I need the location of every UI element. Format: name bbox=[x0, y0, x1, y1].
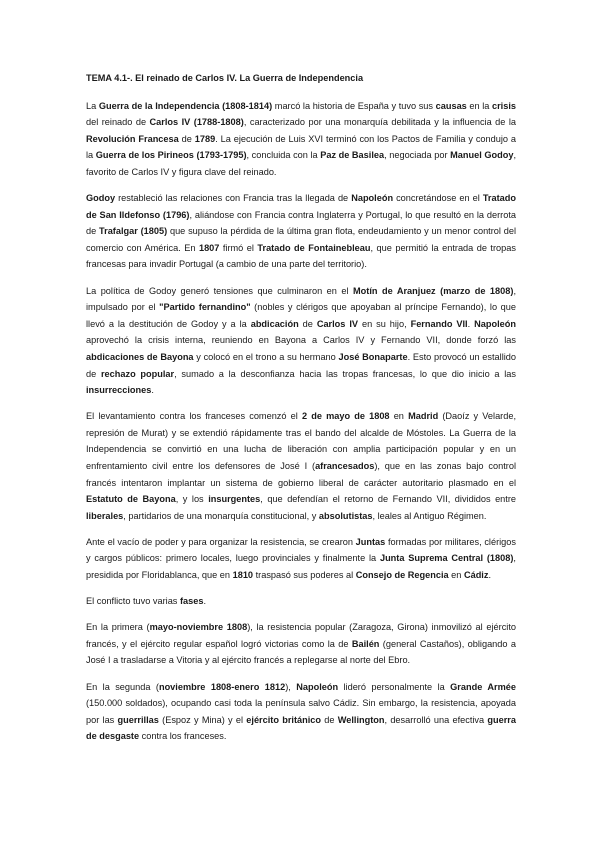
bold-text: Carlos IV bbox=[316, 318, 359, 329]
bold-text: Consejo de Regencia bbox=[355, 570, 449, 581]
bold-text: liberales bbox=[86, 510, 124, 521]
document-body bbox=[86, 70, 516, 754]
paragraph bbox=[86, 679, 516, 745]
bold-text: 1810 bbox=[232, 570, 254, 581]
text-run: traspasó sus poderes al bbox=[253, 570, 356, 581]
bold-text: "Partido fernandino" bbox=[159, 302, 251, 313]
text-run: (nobles y clérigos que apoyaban al príncipe Fernando), lo que llevó a la destitución de Godoy y a la bbox=[86, 302, 516, 329]
text-run: aprovechó la crisis interna, reuniendo en Bayona a Carlos IV y Fernando VII, donde forzó las bbox=[86, 335, 516, 346]
bold-text: Juntas bbox=[355, 536, 386, 547]
text-run: , negociada por bbox=[384, 150, 451, 161]
text-run: , impulsado por el bbox=[86, 285, 516, 313]
text-run: (Espoz y Mina) y el bbox=[158, 714, 247, 725]
bold-text: 1807 bbox=[198, 242, 220, 253]
text-run: , aliándose con Francia contra Inglaterra y Portugal, lo que resultó en la derrota de bbox=[86, 209, 516, 237]
bold-text: Fernando VII bbox=[410, 318, 468, 329]
text-run: , y los bbox=[175, 494, 209, 505]
bold-text: noviembre 1808-enero 1812 bbox=[158, 681, 286, 692]
text-run: en bbox=[389, 411, 409, 422]
text-run: en la bbox=[466, 100, 492, 111]
text-run: , concluida con la bbox=[246, 150, 321, 161]
bold-text: José Bonaparte bbox=[338, 351, 408, 362]
text-run: de bbox=[321, 714, 338, 725]
text-run: , que defendían el retorno de Fernando VII, divididos entre bbox=[260, 494, 517, 505]
text-run: marcó la historia de España y tuvo sus bbox=[272, 100, 436, 111]
bold-text: Guerra de la Independencia (1808-1814) bbox=[98, 100, 273, 111]
bold-text: Napoleón bbox=[474, 318, 516, 329]
text-run: . bbox=[467, 318, 475, 329]
text-run: contra los franceses. bbox=[139, 731, 227, 742]
paragraph-list bbox=[86, 98, 516, 745]
text-run: , caracterizado por una monarquía debilitada y la influencia de la bbox=[243, 117, 517, 128]
bold-text: Estatuto de Bayona bbox=[86, 494, 176, 505]
bold-text: afrancesados bbox=[315, 460, 375, 471]
paragraph bbox=[86, 98, 516, 181]
text-run: . bbox=[151, 385, 154, 396]
text-run: que supuso la pérdida de la última gran flota, endeudamiento y un menor control del comercio con América. En bbox=[86, 226, 516, 253]
text-run: , desarrolló una efectiva bbox=[384, 714, 488, 725]
bold-text: guerrillas bbox=[117, 714, 159, 725]
text-run: El conflicto tuvo varias bbox=[86, 596, 180, 607]
bold-text: Paz de Basilea bbox=[320, 150, 385, 161]
text-run: , favorito de Carlos IV y figura clave del reinado. bbox=[86, 150, 516, 177]
text-run: . Esto provocó un estallido de bbox=[86, 351, 516, 379]
paragraph bbox=[86, 619, 516, 669]
bold-text: 1789 bbox=[194, 133, 216, 144]
text-run: en bbox=[448, 570, 464, 581]
paragraph bbox=[86, 408, 516, 524]
text-run: , leales al Antiguo Régimen. bbox=[372, 510, 487, 521]
bold-text: Motín de Aranjuez (marzo de 1808) bbox=[353, 285, 514, 296]
text-run: En la segunda ( bbox=[86, 681, 159, 692]
paragraph bbox=[86, 534, 516, 584]
bold-text: absolutistas bbox=[318, 510, 373, 521]
bold-text: guerra de desgaste bbox=[86, 714, 516, 742]
bold-text: Revolución Francesa bbox=[86, 133, 179, 144]
bold-text: Trafalgar (1805) bbox=[99, 226, 168, 237]
text-run: Ante el vacío de poder y para organizar la resistencia, se crearon bbox=[86, 536, 356, 547]
text-run: firmó el bbox=[219, 242, 258, 253]
bold-text: mayo-noviembre 1808 bbox=[149, 622, 248, 633]
bold-text: insurrecciones bbox=[86, 385, 152, 396]
bold-text: Godoy bbox=[86, 193, 116, 204]
text-run: de bbox=[178, 133, 195, 144]
text-run: La política de Godoy generó tensiones que culminaron en el bbox=[86, 285, 354, 296]
text-run: ), bbox=[285, 681, 297, 692]
bold-text: Madrid bbox=[408, 411, 439, 422]
text-run: y colocó en el trono a su hermano bbox=[193, 351, 339, 362]
bold-text: abdicación bbox=[250, 318, 299, 329]
text-run: La bbox=[86, 100, 99, 111]
bold-text: Cádiz bbox=[463, 570, 489, 581]
text-run: (150.000 soldados), ocupando casi toda la península salvo Cádiz. Sin embargo, la resistencia, apoyada por las bbox=[86, 698, 516, 725]
text-run: (Daoíz y Velarde, represión de Murat) y se extendió rápidamente tras el bando del alcalde de Móstoles. La Guerra de la Independencia se convirtió en una lucha de liberación con amplia participación popular y en un enfrentamiento civil entre los defensores de José I ( bbox=[86, 411, 517, 471]
text-run: concretándose en el bbox=[393, 193, 483, 204]
text-run: de bbox=[298, 318, 317, 329]
bold-text: Tratado de San Ildefonso (1796) bbox=[86, 193, 517, 220]
bold-text: Junta Suprema Central (1808) bbox=[379, 553, 514, 564]
paragraph bbox=[86, 283, 516, 399]
bold-text: Wellington bbox=[337, 714, 385, 725]
bold-text: Manuel Godoy bbox=[450, 150, 514, 161]
text-run: lideró personalmente la bbox=[338, 681, 451, 692]
text-run: , partidarios de una monarquía constitucional, y bbox=[123, 510, 319, 521]
text-run: , que permitió la entrada de tropas francesas para invadir Portugal (a cambio de una parte del territorio). bbox=[86, 242, 516, 270]
bold-text: Carlos IV (1788-1808) bbox=[149, 117, 244, 128]
text-run: en su hijo, bbox=[358, 318, 411, 329]
bold-text: Grande Armée bbox=[450, 681, 516, 692]
bold-text: ejército británico bbox=[246, 714, 322, 725]
text-run: . bbox=[203, 596, 207, 607]
bold-text: fases bbox=[179, 596, 204, 607]
paragraph bbox=[86, 593, 516, 610]
text-run: formadas por militares, clérigos y cargos públicos: primero locales, luego provinciales y finalmente la bbox=[86, 536, 516, 564]
text-run: restableció las relaciones con Francia tras la llegada de bbox=[115, 193, 352, 204]
text-run: (general Castaños), obligando a José I a trasladarse a Vitoria y al ejército francés a replegarse al norte del Ebro. bbox=[86, 638, 516, 666]
text-run: El levantamiento contra los franceses comenzó el bbox=[86, 411, 302, 422]
bold-text: Napoleón bbox=[296, 681, 339, 692]
bold-text: rechazo popular bbox=[100, 368, 175, 379]
text-run: En la primera ( bbox=[86, 622, 150, 633]
bold-text: Tratado de Fontainebleau bbox=[257, 242, 371, 253]
bold-text: Napoleón bbox=[351, 193, 394, 204]
bold-text: abdicaciones de Bayona bbox=[86, 351, 194, 362]
text-run: del reinado de bbox=[86, 117, 150, 128]
bold-text: Bailén bbox=[351, 638, 380, 649]
bold-text: 2 de mayo de 1808 bbox=[301, 411, 390, 422]
bold-text: crisis bbox=[492, 100, 517, 111]
bold-text: causas bbox=[435, 100, 467, 111]
text-run: , sumado a la desconfianza hacia las tropas francesas, lo que dio inicio a las bbox=[174, 368, 516, 379]
text-run: . La ejecución de Luis XVI terminó con los Pactos de Familia y condujo a la bbox=[86, 133, 516, 161]
text-run: ), que en las zonas bajo control francés intentaron implantar un sistema de gobierno liberal de carácter autoritario plasmado en el bbox=[86, 460, 516, 488]
bold-text: insurgentes bbox=[208, 494, 261, 505]
bold-text: Guerra de los Pirineos (1793-1795) bbox=[95, 150, 247, 161]
text-run: , presidida por Floridablanca, que en bbox=[86, 553, 516, 581]
text-run: ), la resistencia popular (Zaragoza, Girona) inmovilizó al ejército francés, y el ejército regular español logró victorias como la de bbox=[86, 622, 516, 649]
text-run: . bbox=[488, 570, 492, 581]
document-title: TEMA 4.1-. El reinado de Carlos IV. La Guerra de Independencia bbox=[86, 73, 364, 83]
paragraph bbox=[86, 190, 516, 273]
